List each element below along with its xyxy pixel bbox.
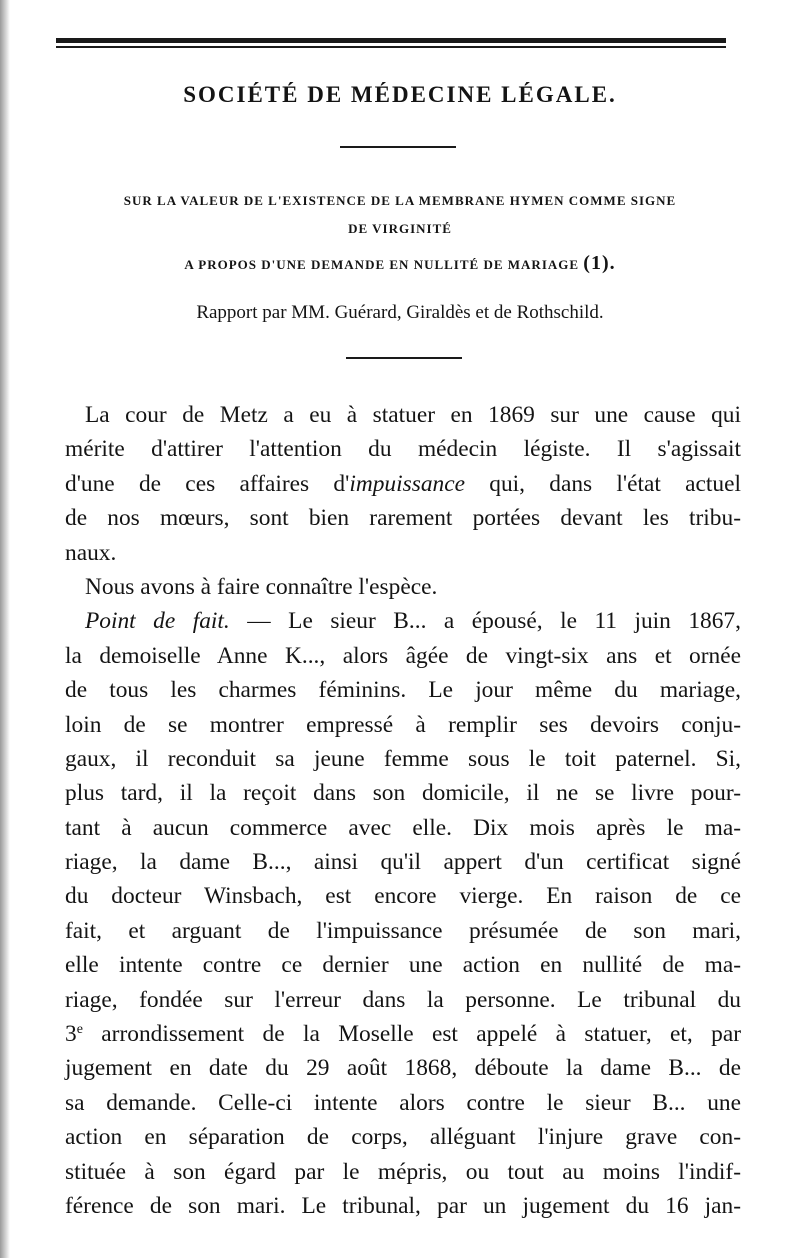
text-line: [65, 604, 741, 638]
text-fragment: 3: [65, 1021, 77, 1048]
text-line: [65, 467, 741, 501]
top-rule-thin: [56, 46, 726, 48]
text-line: mérite d'attirer l'attention du médecin légiste. Il s'agissait: [65, 436, 741, 463]
article-title-line-3: [0, 252, 800, 275]
text-line: [65, 1017, 741, 1051]
article-title-line-1: SUR LA VALEUR DE L'EXISTENCE DE LA MEMBRANE HYMEN COMME SIGNE: [123, 193, 677, 208]
text-line: de nos mœurs, sont bien rarement portées devant les tribu-: [65, 505, 741, 532]
title-divider: [340, 146, 456, 148]
text-line: riage, fondée sur l'erreur dans la personne. Le tribunal du: [65, 986, 741, 1013]
text-line: du docteur Winsbach, est encore vierge. En raison de ce: [65, 883, 741, 910]
text-line: férence de son mari. Le tribunal, par un jugement du 16 jan-: [65, 1192, 741, 1219]
text-line: sa demande. Celle-ci intente alors contre le sieur B... une: [65, 1089, 741, 1116]
text-line: naux.: [65, 539, 117, 566]
text-line: loin de se montrer empressé à remplir ses devoirs conju-: [65, 711, 741, 738]
top-rule-thick: [56, 38, 726, 43]
article-title-line-3-text: A PROPOS D'UNE DEMANDE EN NULLITÉ DE MARIAGE: [184, 257, 580, 272]
text-line: la demoiselle Anne K..., alors âgée de vingt-six ans et ornée: [65, 642, 741, 669]
report-authors: Rapport par MM. Guérard, Giraldès et de Rothschild.: [196, 302, 604, 323]
superscript: e: [76, 1022, 83, 1038]
text-line: plus tard, il la reçoit dans son domicile, il ne se livre pour-: [65, 780, 741, 807]
text-line: fait, et arguant de l'impuissance présumée de son mari,: [65, 917, 741, 944]
article-title-line-2: DE VIRGINITÉ: [348, 221, 452, 236]
footnote-marker: (1).: [583, 252, 616, 274]
text-line: action en séparation de corps, alléguant l'injure grave con-: [65, 1124, 741, 1151]
report-divider: [346, 357, 462, 359]
text-line: elle intente contre ce dernier une action en nullité de ma-: [65, 952, 741, 979]
text-line: stituée à son égard par le mépris, ou tout au moins l'indif-: [65, 1158, 741, 1185]
section-title: SOCIÉTÉ DE MÉDECINE LÉGALE.: [183, 82, 617, 107]
text-line: tant à aucun commerce avec elle. Dix mois après le ma-: [65, 814, 741, 841]
page-edge-shadow: [0, 0, 10, 1258]
text-fragment: d'une de ces affaires d': [65, 470, 350, 497]
body-text: [65, 398, 741, 1223]
text-line: Nous avons à faire connaître l'espèce.: [85, 573, 438, 600]
text-line: La cour de Metz a eu à statuer en 1869 sur une cause qui: [85, 402, 741, 428]
text-line: jugement en date du 29 août 1868, déboute la dame B... de: [65, 1055, 741, 1082]
text-line: riage, la dame B..., ainsi qu'il appert d'un certificat signé: [65, 849, 741, 876]
italic-heading: Point de fait.: [85, 608, 230, 635]
text-line: de tous les charmes féminins. Le jour même du mariage,: [65, 677, 741, 704]
italic-term: impuissance: [349, 470, 465, 497]
text-fragment: qui, dans l'état actuel: [464, 470, 741, 497]
text-fragment: arrondissement de la Moselle est appelé à statuer, et, par: [82, 1021, 741, 1048]
text-fragment: — Le sieur B... a épousé, le 11 juin 1867,: [229, 608, 741, 635]
text-line: gaux, il reconduit sa jeune femme sous le toit paternel. Si,: [65, 745, 741, 772]
